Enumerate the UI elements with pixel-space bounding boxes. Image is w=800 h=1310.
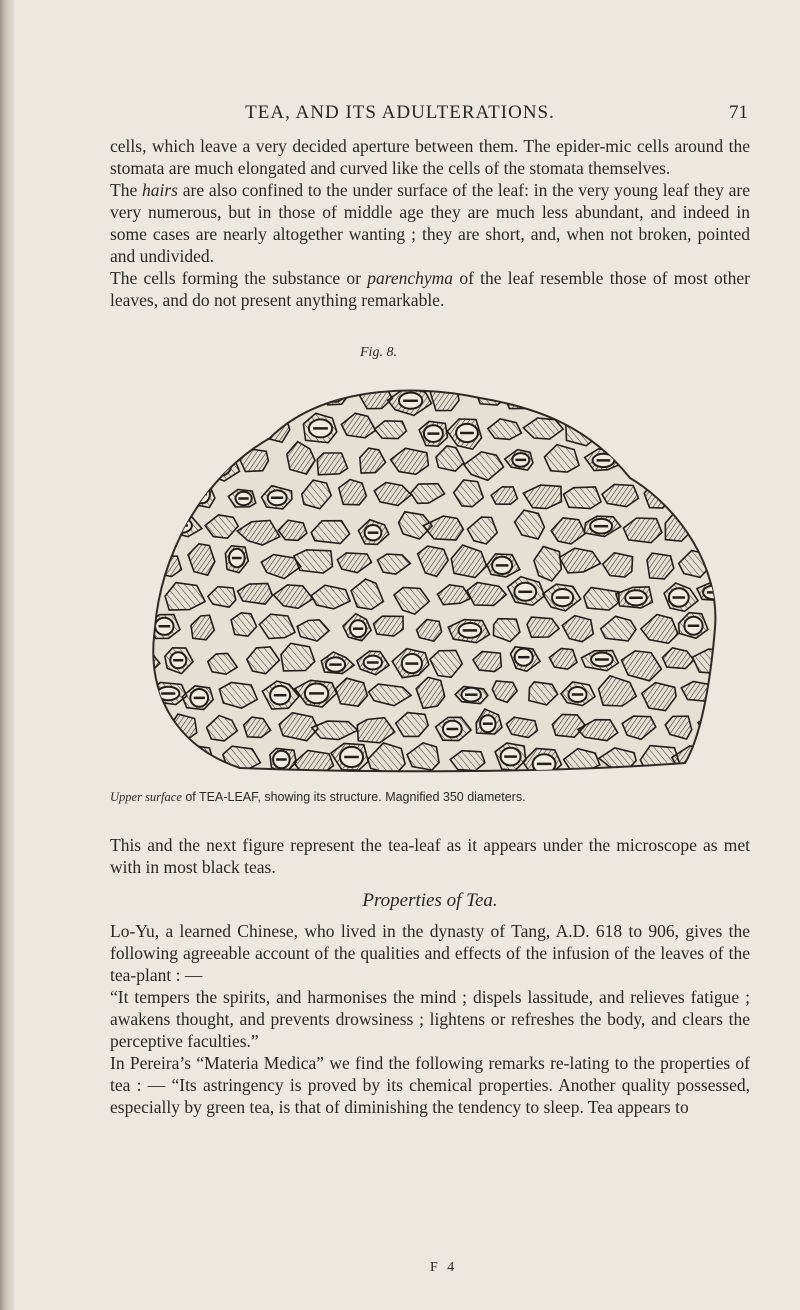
leaf-cell: [281, 388, 316, 411]
leaf-cell: [596, 416, 635, 441]
leaf-cell: [720, 486, 740, 511]
leaf-cell: [167, 449, 203, 479]
leaf-cell: [622, 454, 652, 474]
leaf-cell: [677, 419, 709, 444]
stoma: [211, 456, 231, 476]
leaf-cell: [564, 487, 602, 509]
leaf-cell: [722, 678, 740, 704]
leaf-cell: [127, 587, 159, 609]
paragraph-epidermic-cells: cells, which leave a very decided aperture between them. The epider-mic cells around the stomata are much elongated and curved like the cells of the stomata themselves.: [110, 136, 750, 178]
paragraph-parenchyma: [110, 267, 750, 311]
leaf-cell: [147, 417, 182, 440]
leaf-cell: [374, 616, 404, 636]
leaf-cell: [146, 556, 182, 577]
leaf-cell: [566, 416, 602, 446]
text-run: are also confined to the under surface of the leaf: in the very young leaf they are very numerous, but in those of middle age they are much less abundant, and indeed in some cases are nearly altogether wanting ; they are short, and, when not broken, pointed and undivided.: [110, 180, 750, 266]
leaf-cell: [220, 421, 255, 444]
leaf-cells-drawing: [120, 368, 740, 778]
stoma: [720, 554, 740, 571]
figure-label: Fig. 8.: [360, 345, 397, 360]
stoma: [664, 458, 683, 474]
stoma: [174, 453, 198, 473]
leaf-cell: [317, 453, 347, 475]
leaf-cell: [584, 588, 619, 611]
leaf-cell: [644, 484, 671, 508]
stoma: [245, 389, 268, 409]
text-run: The cells forming the substance or: [110, 268, 368, 288]
leaf-cell: [130, 715, 157, 743]
leaf-cell: [713, 548, 740, 576]
leaf-cell: [589, 387, 617, 409]
figure-caption: [110, 790, 760, 805]
leaf-cell: [546, 386, 576, 407]
stoma: [681, 486, 704, 499]
leaf-cell: [183, 745, 214, 771]
middle-text-block: [110, 834, 750, 878]
leaf-cell: [645, 417, 676, 441]
stoma: [137, 390, 153, 405]
tea-leaf-microscope-illustration: [120, 368, 740, 778]
leaf-cell: [236, 387, 277, 412]
leaf-cell: [716, 614, 740, 641]
stoma: [326, 385, 344, 402]
leaf-cell: [155, 484, 180, 511]
leaf-cell: [622, 384, 655, 406]
stoma: [706, 717, 727, 733]
leaf-cell: [655, 377, 693, 408]
leaf-cell: [717, 418, 740, 447]
caption-emphasis: Upper surface: [110, 790, 182, 804]
leaf-cell: [126, 519, 157, 539]
leaf-cell: [720, 747, 740, 768]
text-run: of the leaf resemble those of most other leaves, and do not present anything remarkable.: [110, 268, 750, 310]
paragraph-pereira: In Pereira’s “Materia Medica” we find the following remarks re-lating to the properties of tea : — “Its astringency is proved by its chemical properties. Another quality possessed, especially by green tea, is that of diminishing the tendency to sleep. Tea appears to: [110, 1053, 750, 1117]
leaf-cell: [506, 717, 537, 737]
leaf-cell: [128, 458, 165, 477]
emphasis-hairs: hairs: [142, 180, 178, 200]
leaf-cell: [190, 415, 218, 443]
leaf-cell: [504, 390, 540, 409]
leaf-cell: [696, 383, 730, 406]
leaf-cell: [161, 387, 200, 408]
paragraph-quote: “It tempers the spirits, and harmonises the mind ; dispels lassitude, and relieves fatigue ; awakens thought, and prevents drowsiness ; lightens or refreshes the body, and clears the perceptive faculties.”: [110, 987, 750, 1051]
stoma: [726, 683, 741, 698]
leaf-cell: [658, 455, 688, 477]
stoma: [510, 392, 533, 405]
leaf-cell: [673, 483, 712, 503]
leaf-cell: [239, 449, 268, 472]
running-title: TEA, AND ITS ADULTERATIONS.: [245, 102, 555, 123]
leaf-cell: [701, 449, 736, 470]
section-heading: Properties of Tea.: [362, 890, 498, 911]
top-text-block: [110, 135, 750, 311]
page-number: 71: [729, 102, 748, 123]
text-run: The: [110, 180, 142, 200]
stoma: [701, 387, 721, 404]
leaf-cell: [131, 386, 159, 409]
stoma: [194, 485, 210, 503]
leaf-cell: [142, 745, 183, 766]
leaf-cell: [700, 516, 729, 536]
leaf-cell: [698, 714, 734, 738]
stoma: [196, 420, 212, 437]
leaf-cell: [204, 383, 240, 408]
stoma: [629, 387, 649, 402]
bottom-text-block: [110, 920, 750, 1118]
printer-signature: F 4: [430, 1260, 458, 1275]
leaf-cell: [255, 414, 290, 442]
leaf-cell: [294, 550, 333, 573]
leaf-cell: [681, 682, 717, 702]
paragraph-lo-yu: Lo-Yu, a learned Chinese, who lived in the dynasty of Tang, A.D. 618 to 906, gives the following agreeable account of the qualities and effects of the infusion of the leaves of the tea-plant : —: [110, 921, 750, 985]
emphasis-parenchyma: parenchyma: [367, 268, 454, 288]
leaf-cell: [430, 383, 459, 411]
paragraph-hairs: [110, 179, 750, 267]
paragraph-figure-note: This and the next figure represent the tea-leaf as it appears under the microscope as met with in most black teas.: [110, 835, 750, 877]
caption-text: of TEA-LEAF, showing its structure. Magnified 350 diameters.: [181, 790, 526, 804]
